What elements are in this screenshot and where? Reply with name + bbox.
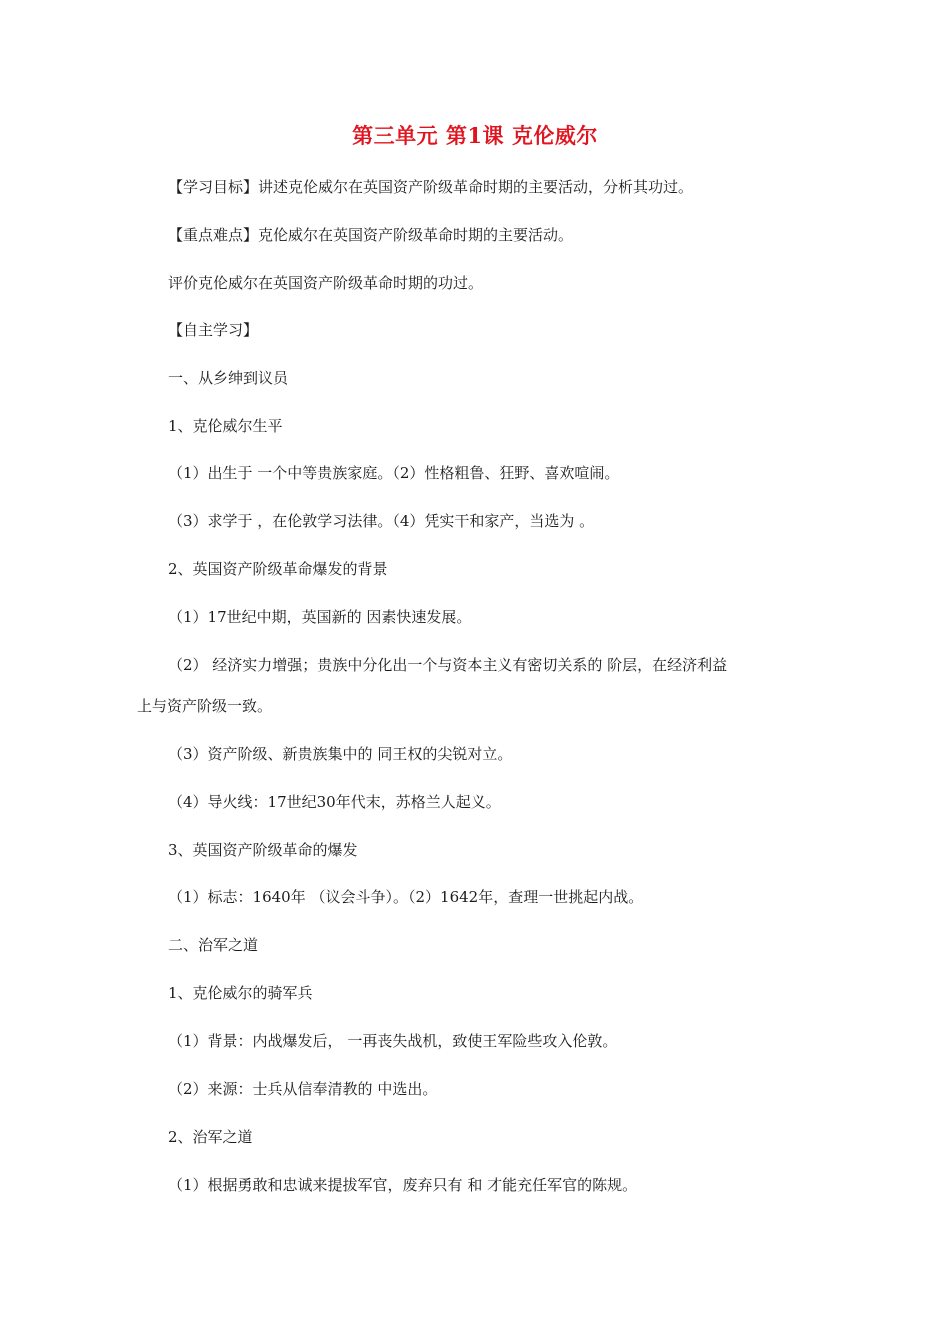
section-1-2-line-b-continued: 上与资产阶级一致。 <box>137 697 273 715</box>
section-1-2-line-b: （2） 经济实力增强；贵族中分化出一个与资本主义有密切关系的 阶层，在经济利益 <box>168 656 728 674</box>
section-2-1-heading: 1、克伦威尔的骑军兵 <box>168 984 313 1002</box>
learning-goal-line: 【学习目标】讲述克伦威尔在英国资产阶级革命时期的主要活动，分析其功过。 <box>168 178 694 196</box>
section-2-2-heading: 2、治军之道 <box>168 1128 253 1146</box>
section-1-heading: 一、从乡绅到议员 <box>168 369 289 387</box>
section-2-1-line-a: （1）背景：内战爆发后， 一再丧失战机，致使王军险些攻入伦敦。 <box>168 1032 618 1050</box>
section-1-2-line-c: （3）资产阶级、新贵族集中的 同王权的尖锐对立。 <box>168 745 513 763</box>
section-1-2-line-d: （4）导火线：17世纪30年代末，苏格兰人起义。 <box>168 793 501 811</box>
section-1-1-line-a: （1）出生于 一个中等贵族家庭。（2）性格粗鲁、狂野、喜欢喧闹。 <box>168 464 620 482</box>
section-1-1-line-b: （3）求学于 ，在伦敦学习法律。（4）凭实干和家产，当选为 。 <box>168 512 595 530</box>
section-2-1-line-b: （2）来源：士兵从信奉清教的 中选出。 <box>168 1080 438 1098</box>
section-1-3-line-a: （1）标志：1640年 （议会斗争）。（2）1642年，查理一世挑起内战。 <box>168 888 644 906</box>
section-2-heading: 二、治军之道 <box>168 936 259 954</box>
section-1-3-heading: 3、英国资产阶级革命的爆发 <box>168 841 358 859</box>
section-2-2-line-a: （1）根据勇敢和忠诚来提拔军官，废弃只有 和 才能充任军官的陈规。 <box>168 1176 638 1194</box>
section-1-2-heading: 2、英国资产阶级革命爆发的背景 <box>168 560 388 578</box>
key-points-line-2: 评价克伦威尔在英国资产阶级革命时期的功过。 <box>168 274 484 292</box>
section-1-2-line-a: （1）17世纪中期，英国新的 因素快速发展。 <box>168 608 472 626</box>
section-1-1-heading: 1、克伦威尔生平 <box>168 417 283 435</box>
self-study-heading: 【自主学习】 <box>168 321 259 339</box>
page-title: 第三单元 第1课 克伦威尔 <box>352 123 598 148</box>
key-points-line: 【重点难点】克伦威尔在英国资产阶级革命时期的主要活动。 <box>168 226 574 244</box>
